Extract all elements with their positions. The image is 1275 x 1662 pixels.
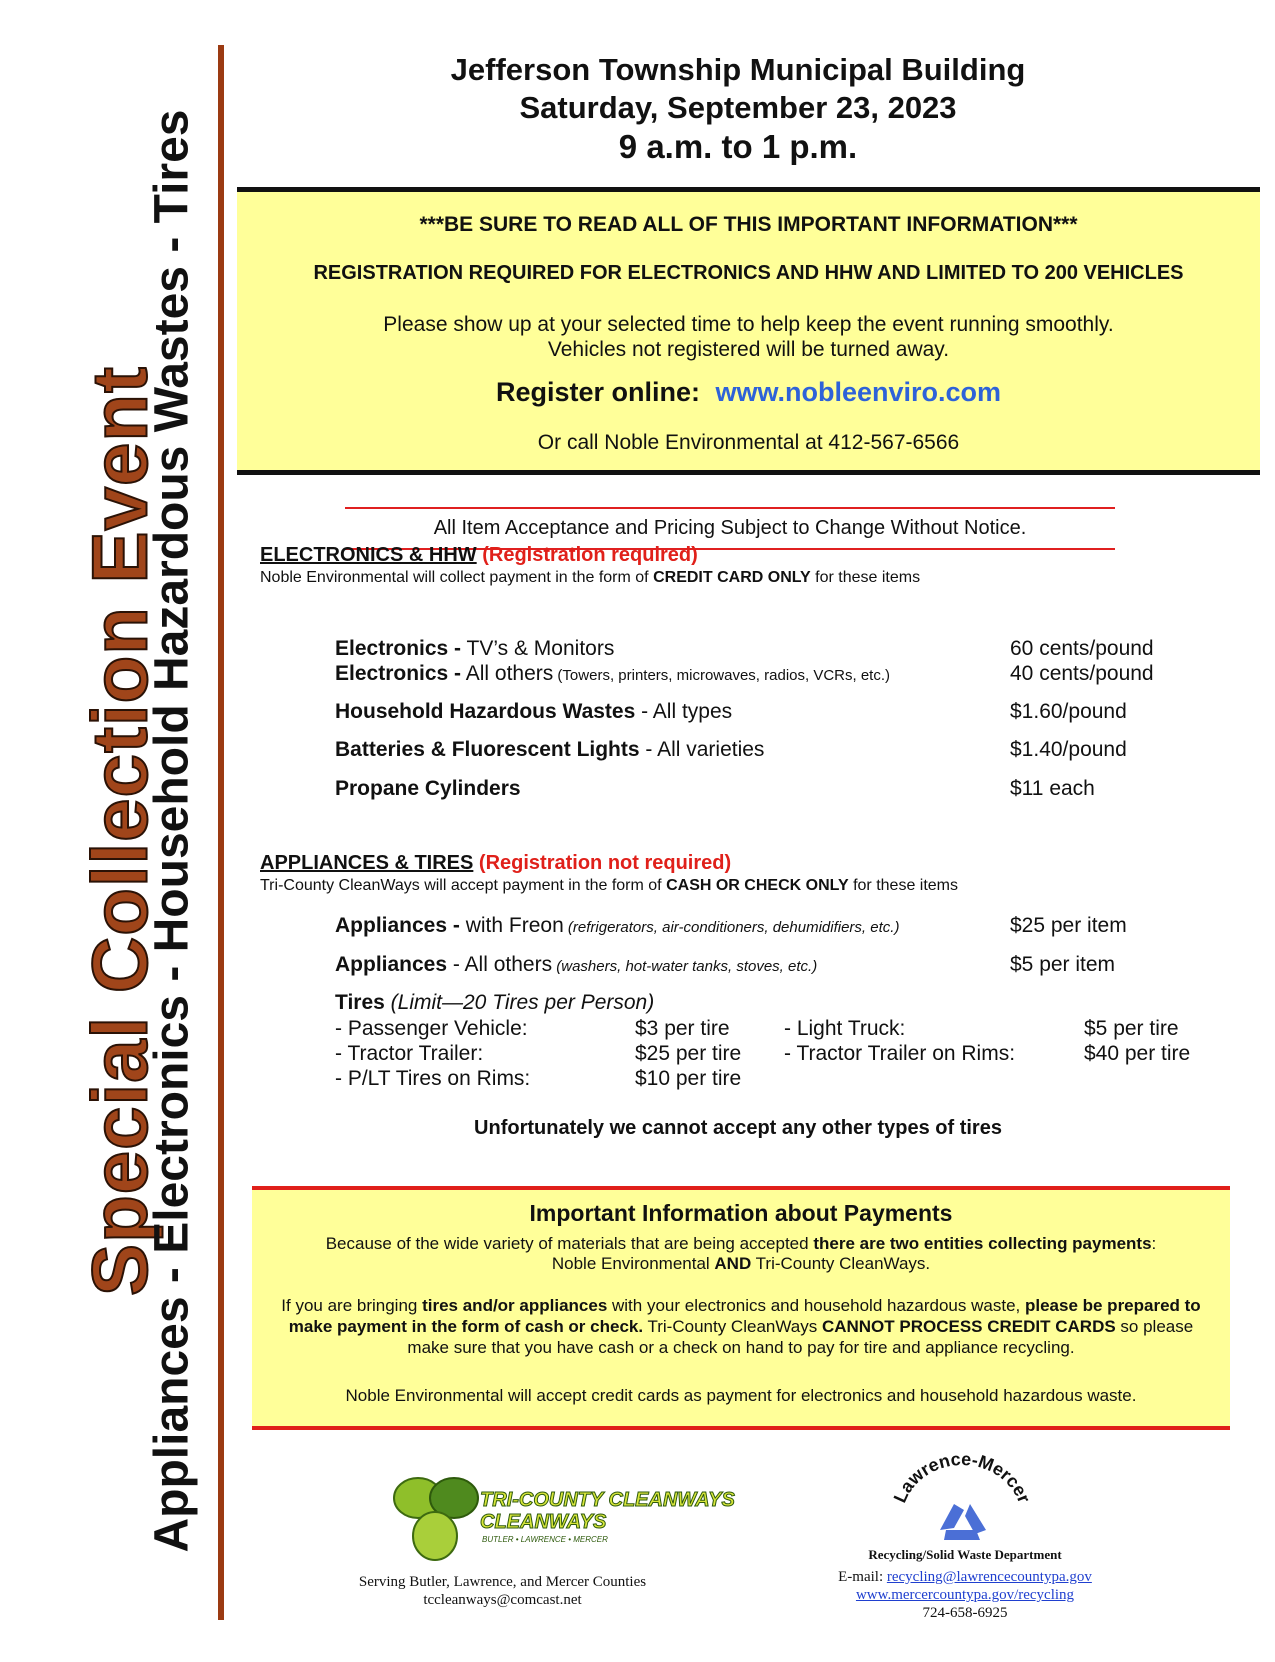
email-link[interactable]: recycling@lawrencecountypa.gov xyxy=(886,1569,1092,1585)
item-note: (refrigerators, air-conditioners, dehumidifiers, etc.) xyxy=(563,919,900,936)
register-link[interactable]: www.nobleenviro.com xyxy=(715,377,1002,407)
read-warning: ***BE SURE TO READ ALL OF THIS IMPORTANT INFORMATION*** xyxy=(419,213,1078,236)
appliances-heading xyxy=(260,852,731,875)
logo-arc-text: Lawrence-Mercer xyxy=(889,1450,1035,1506)
electronics-heading-text: ELECTRONICS & HHW xyxy=(260,544,477,566)
tri-county-info xyxy=(330,1573,675,1609)
text: : xyxy=(1151,1234,1157,1253)
list-item xyxy=(335,637,614,661)
item-name: Appliances - xyxy=(335,914,460,937)
tire-price: $10 per tire xyxy=(635,1067,742,1090)
list-item xyxy=(335,738,764,762)
list-item xyxy=(335,953,817,977)
logo-text-2: CLEANWAYS xyxy=(480,1511,607,1533)
payment-method: CREDIT CARD ONLY xyxy=(653,569,811,586)
text: Noble Environmental xyxy=(551,1254,715,1273)
payment-pre: Noble Environmental will collect payment in the form of xyxy=(260,569,649,586)
appliances-registration-note: (Registration not required) xyxy=(478,852,732,874)
tires-heading xyxy=(335,991,654,1015)
registration-required: REGISTRATION REQUIRED FOR ELECTRONICS AND HHW AND LIMITED TO 200 VEHICLES xyxy=(313,262,1184,284)
vertical-divider xyxy=(218,45,224,1620)
event-title: Special Collection Event xyxy=(75,366,164,1296)
payment-post: for these items xyxy=(815,569,921,586)
item-price: 60 cents/pound xyxy=(1010,637,1154,660)
event-time: 9 a.m. to 1 p.m. xyxy=(618,128,858,165)
electronics-registration-note: (Registration required) xyxy=(482,544,698,566)
text-bold: AND xyxy=(714,1254,752,1273)
text-bold: tires and/or appliances xyxy=(422,1296,608,1315)
item-desc: All others xyxy=(461,662,554,685)
text: Tri-County CleanWays. xyxy=(751,1254,931,1273)
tires-label: Tires xyxy=(335,991,385,1014)
tire-type: - Light Truck: xyxy=(784,1017,906,1040)
item-desc: with Freon xyxy=(459,914,564,937)
item-note: (washers, hot-water tanks, stoves, etc.) xyxy=(552,958,818,975)
tire-type: - Passenger Vehicle: xyxy=(335,1017,528,1040)
pricing-notice: All Item Acceptance and Pricing Subject to Change Without Notice. xyxy=(345,507,1115,550)
item-name: Batteries & Fluorescent Lights xyxy=(335,738,640,761)
event-date: Saturday, September 23, 2023 xyxy=(519,90,957,125)
tires-limit: (Limit—20 Tires per Person) xyxy=(390,991,655,1014)
tcc-email: tccleanways@comcast.net xyxy=(423,1592,582,1608)
tire-price: $3 per tire xyxy=(635,1017,730,1040)
text: Tri-County CleanWays xyxy=(643,1317,822,1336)
item-note: (Towers, printers, microwaves, radios, VCRs, etc.) xyxy=(553,667,891,684)
logo-text: TRI-COUNTY CLEANWAYS xyxy=(480,1489,735,1511)
item-desc: - All others xyxy=(447,953,553,976)
payment-method: CASH OR CHECK ONLY xyxy=(666,877,849,894)
side-banner xyxy=(0,0,210,1662)
text: If you are bringing xyxy=(281,1296,423,1315)
register-label: Register online: xyxy=(495,377,700,407)
venue-title: Jefferson Township Municipal Building xyxy=(450,52,1026,87)
item-desc: - All types xyxy=(635,700,733,723)
arrival-note: Please show up at your selected time to help keep the event running smoothly. xyxy=(383,313,1114,336)
item-name: Electronics - xyxy=(335,637,462,660)
appliances-heading-text: APPLIANCES & TIRES xyxy=(260,852,474,874)
event-subtitle: Appliances - Electronics - Household Hazardous Wastes - Tires xyxy=(145,109,199,1553)
item-price: $5 per item xyxy=(1010,953,1116,976)
tri-county-cleanways-logo xyxy=(390,1470,735,1566)
text: Because of the wide variety of materials that are being accepted xyxy=(325,1234,814,1253)
payments-para-1 xyxy=(266,1234,1216,1274)
text-bold: there are two entities collecting payments xyxy=(813,1234,1152,1253)
phone-number: 724-658-6925 xyxy=(922,1605,1008,1621)
item-desc: TV’s & Monitors xyxy=(461,637,615,660)
payments-title: Important Information about Payments xyxy=(529,1200,953,1226)
tire-type: - P/LT Tires on Rims: xyxy=(335,1067,531,1090)
payments-para-3: Noble Environmental will accept credit cards as payment for electronics and household hazardous waste. xyxy=(345,1386,1137,1405)
tire-price: $5 per tire xyxy=(1084,1017,1179,1040)
email-label: E-mail: xyxy=(838,1569,884,1585)
payments-info-box xyxy=(252,1186,1230,1430)
lawrence-mercer-info xyxy=(800,1547,1130,1622)
unregistered-note: Vehicles not registered will be turned away. xyxy=(547,338,950,361)
no-other-tires-note: Unfortunately we cannot accept any other types of tires xyxy=(474,1117,1002,1139)
logo-sub-text: BUTLER • LAWRENCE • MERCER xyxy=(482,1535,608,1544)
tire-type: - Tractor Trailer on Rims: xyxy=(784,1042,1016,1065)
register-online xyxy=(237,377,1260,408)
item-price: $1.40/pound xyxy=(1010,738,1127,761)
department-name: Recycling/Solid Waste Department xyxy=(868,1547,1062,1562)
item-name: Electronics - xyxy=(335,662,462,685)
item-name: Propane Cylinders xyxy=(335,777,521,800)
list-item xyxy=(335,777,521,801)
electronics-payment-note xyxy=(260,569,920,587)
item-price: $25 per item xyxy=(1010,914,1127,937)
text-bold: CANNOT PROCESS CREDIT CARDS xyxy=(821,1317,1116,1336)
payment-pre: Tri-County CleanWays will accept payment in the form of xyxy=(260,877,662,894)
appliances-payment-note xyxy=(260,877,958,895)
item-price: $11 each xyxy=(1010,777,1095,800)
leaf-icon xyxy=(413,1512,457,1560)
list-item xyxy=(335,700,732,724)
tire-price: $25 per tire xyxy=(635,1042,742,1065)
list-item xyxy=(335,662,890,686)
payments-para-2 xyxy=(266,1295,1216,1358)
call-info: Or call Noble Environmental at 412-567-6566 xyxy=(537,431,960,454)
service-area: Serving Butler, Lawrence, and Mercer Counties xyxy=(358,1574,647,1590)
text: with your electronics and household hazardous waste, xyxy=(607,1296,1025,1315)
list-item xyxy=(335,914,899,938)
item-desc: - All varieties xyxy=(639,738,765,761)
text-bold: please be prepared to make payment in the form of cash or check. xyxy=(288,1296,1201,1336)
tire-price: $40 per tire xyxy=(1084,1042,1191,1065)
item-price: 40 cents/pound xyxy=(1010,662,1154,685)
tire-type: - Tractor Trailer: xyxy=(335,1042,484,1065)
important-info-box xyxy=(237,187,1260,475)
payment-post: for these items xyxy=(853,877,959,894)
website-link[interactable]: www.mercercountypa.gov/recycling xyxy=(855,1587,1075,1603)
electronics-heading xyxy=(260,544,698,567)
email-line xyxy=(800,1568,1130,1586)
item-name: Appliances xyxy=(335,953,448,976)
recycle-icon xyxy=(940,1504,986,1540)
item-name: Household Hazardous Wastes xyxy=(335,700,636,723)
item-price: $1.60/pound xyxy=(1010,700,1127,723)
text: so please make sure that you have cash or a check on hand to pay for tire and appliance recycling. xyxy=(407,1317,1194,1357)
